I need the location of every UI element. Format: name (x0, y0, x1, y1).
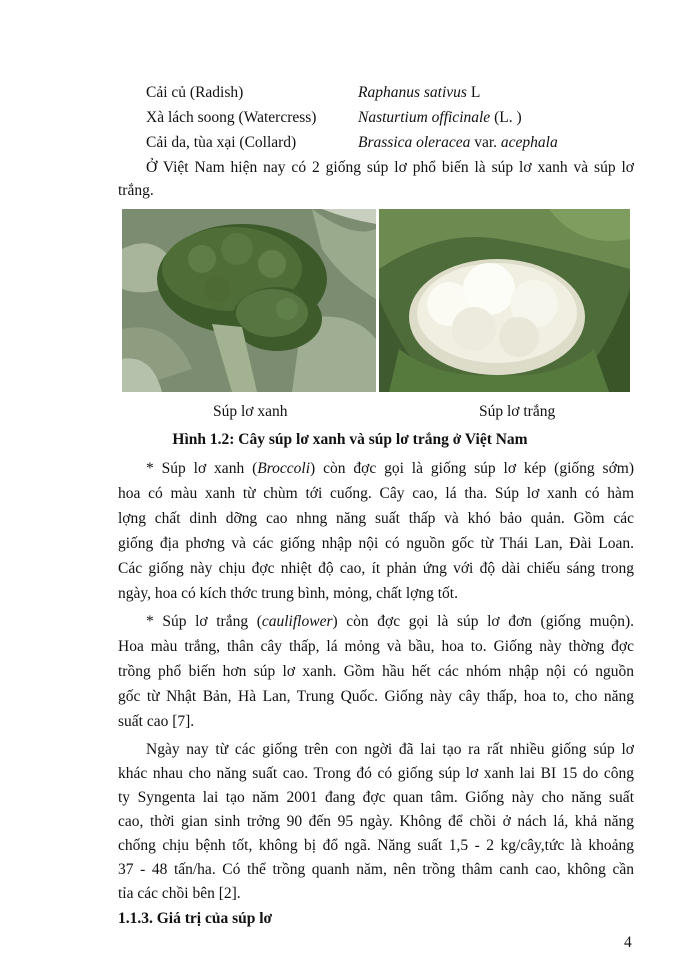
species-name-3: Cải da, tùa xại (Collard) (146, 134, 297, 151)
para3-line-4: cao, thời gian sinh trởng 90 đến 95 ngày. Không để chồi ở nách lá, khả năng (118, 813, 634, 830)
broccoli-photo (122, 209, 376, 392)
species-sci-1: Raphanus sativus L (358, 84, 481, 101)
intro-line-1: Ở Việt Nam hiện nay có 2 giống súp lơ phổ biến là súp lơ xanh và súp lơ (146, 159, 634, 176)
para3-line-6: 37 - 48 tấn/ha. Có thể trồng quanh năm, nên trồng thâm canh cao, không cần (118, 861, 634, 878)
para3-line-5: chống chịu bệnh tốt, không bị đổ ngã. Năng suất 1,5 - 2 kg/cây,tức là khoảng (118, 837, 634, 854)
species-sci-2: Nasturtium officinale (L. ) (358, 109, 522, 126)
para1-line-5: Các giống này chịu đợc nhiệt độ cao, ít phản ứng với độ dài chiếu sáng trong (118, 560, 634, 577)
para3-line-7: tỉa các chồi bên [2]. (118, 885, 241, 902)
page-number: 4 (624, 934, 632, 951)
para3-line-1: Ngày nay từ các giống trên con ngời đã lai tạo ra rất nhiều giống súp lơ (146, 741, 634, 758)
caption-broccoli: Súp lơ xanh (213, 403, 288, 420)
cauliflower-photo (379, 209, 630, 392)
para1-line-3: lợng chất dinh dỡng cao nhng năng suất thấp và khó bảo quản. Gồm các (118, 510, 634, 527)
para2-line-2: Hoa màu trắng, thân cây thấp, lá mỏng và bầu, hoa to. Giống này thờng đợc (118, 638, 634, 655)
species-name-2: Xà lách soong (Watercress) (146, 109, 317, 126)
figure-title: Hình 1.2: Cây súp lơ xanh và súp lơ trắng ở Việt Nam (172, 431, 528, 448)
para3-line-2: khác nhau cho năng suất cao. Trong đó có giống súp lơ xanh lai BI 15 do công (118, 765, 634, 782)
para3-line-3: ty Syngenta lai tạo năm 2001 đang đợc quan tâm. Giống này cho năng suất (118, 789, 634, 806)
section-title: 1.1.3. Giá trị của súp lơ (118, 910, 273, 927)
para1-line-2: hoa có màu xanh từ chùm tới cuống. Cây cao, lá tha. Súp lơ xanh có hàm (118, 485, 634, 502)
para1-line-1: * Súp lơ xanh (Broccoli) còn đợc gọi là giống súp lơ kép (giống sớm) (146, 460, 634, 477)
para2-line-3: trồng phổ biến hơn súp lơ xanh. Gồm hầu hết các nhóm nhập nội có nguồn (118, 663, 634, 680)
species-sci-3: Brassica oleracea var. acephala (358, 134, 558, 151)
species-name-1: Cải củ (Radish) (146, 84, 244, 101)
para2-line-5: suất cao [7]. (118, 713, 195, 730)
caption-cauliflower: Súp lơ trắng (479, 403, 556, 420)
para2-line-4: gốc từ Nhật Bản, Hà Lan, Trung Quốc. Giống này cây thấp, hoa to, cho năng (118, 688, 634, 705)
para2-line-1: * Súp lơ trắng (cauliflower) còn đợc gọi là súp lơ đơn (giống muộn). (146, 613, 634, 630)
para1-line-6: ngày, hoa có kích thớc trung bình, mỏng, chất lợng tốt. (118, 585, 458, 602)
intro-line-2: trắng. (118, 182, 154, 199)
para1-line-4: giống địa phơng và các giống nhập nội có nguồn gốc từ Thái Lan, Đài Loan. (118, 535, 634, 552)
